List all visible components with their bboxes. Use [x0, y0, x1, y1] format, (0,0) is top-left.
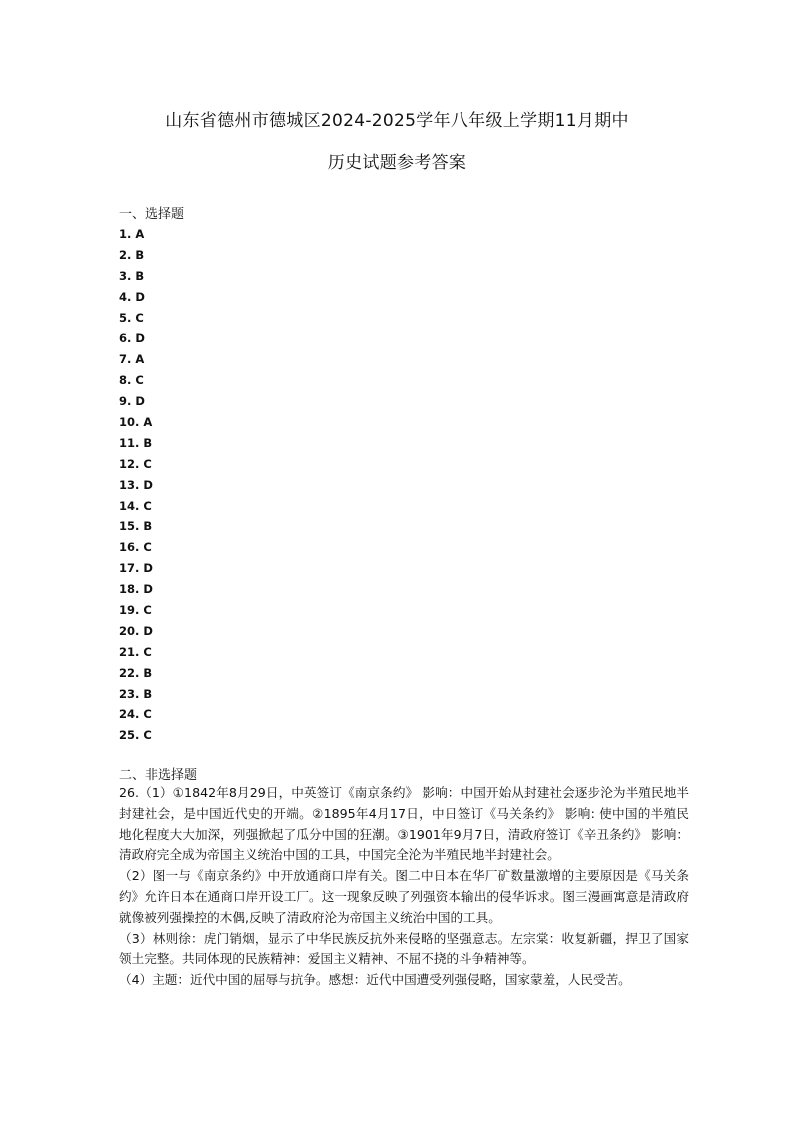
answer-item: 10. A: [119, 415, 153, 430]
answer-item: 14. C: [119, 498, 152, 513]
answer-item: 18. D: [119, 582, 153, 597]
page-subtitle: 历史试题参考答案: [327, 153, 467, 173]
q26-part-3: （3）林则徐：虎门销烟，显示了中华民族反抗外来侵略的坚强意志。左宗棠：收复新疆，捍卫了国家领土完整。共同体现的民族精神：爱国主义精神、不屈不挠的斗争精神等。: [119, 930, 689, 967]
answer-list: [119, 224, 153, 746]
q26-part-2: （2）图一与《南京条约》中开放通商口岸有关。图二中日本在华厂矿数量激增的主要原因是《马关条约》允许日本在通商口岸开设工厂。这一现象反映了列强资本输出的侵华诉求。图三漫画寓意是清政府就像被列强操控的木偶,反映了清政府沦为帝国主义统治中国的工具。: [119, 868, 689, 925]
answer-item: 15. B: [119, 519, 153, 534]
answer-item: 9. D: [119, 394, 145, 409]
answer-item: 11. B: [119, 435, 153, 450]
answer-item: 12. C: [119, 456, 152, 471]
answer-item: 7. A: [119, 352, 145, 367]
answer-item: 1. A: [119, 227, 145, 241]
answer-item: 22. B: [119, 665, 153, 680]
section-heading-non-choice: 二、非选择题: [119, 768, 198, 783]
question-26-answer: [119, 783, 689, 991]
q26-part-4: （4）主题：近代中国的屈辱与抗争。感想：近代中国遭受列强侵略，国家蒙羞，人民受苦。: [119, 972, 631, 988]
answer-item: 4. D: [119, 289, 145, 304]
answer-item: 5. C: [119, 310, 144, 325]
answer-item: 8. C: [119, 373, 144, 388]
answer-item: 23. B: [119, 686, 153, 701]
answer-item: 3. B: [119, 268, 145, 283]
answer-item: 2. B: [119, 247, 145, 262]
page-title: 山东省德州市德城区2024-2025学年八年级上学期11月期中: [165, 111, 629, 131]
answer-item: 16. C: [119, 540, 152, 555]
answer-item: 25. C: [119, 728, 152, 743]
answer-item: 20. D: [119, 623, 153, 638]
answer-item: 21. C: [119, 644, 152, 659]
answer-item: 6. D: [119, 331, 145, 346]
q26-part-1: 26.（1）①1842年8月29日，中英签订《南京条约》 影响：中国开始从封建社会逐步沦为半殖民地半封建社会，是中国近代史的开端。②1895年4月17日，中日签订《马关条约》 影响: 使中国的半殖民地化程度大大加深，列强掀起了瓜分中国的狂潮。③1901年9月7日，清政府签订《辛丑条约》 影响：清政府完全成为帝国主义统治中国的工具，中国完全沦为半殖民地半封建社会。: [119, 785, 689, 863]
answer-item: 19. C: [119, 603, 152, 618]
answer-item: 13. D: [119, 477, 153, 492]
section-heading-choice: 一、选择题: [119, 207, 185, 222]
answer-item: 17. D: [119, 561, 153, 576]
answer-item: 24. C: [119, 707, 152, 722]
